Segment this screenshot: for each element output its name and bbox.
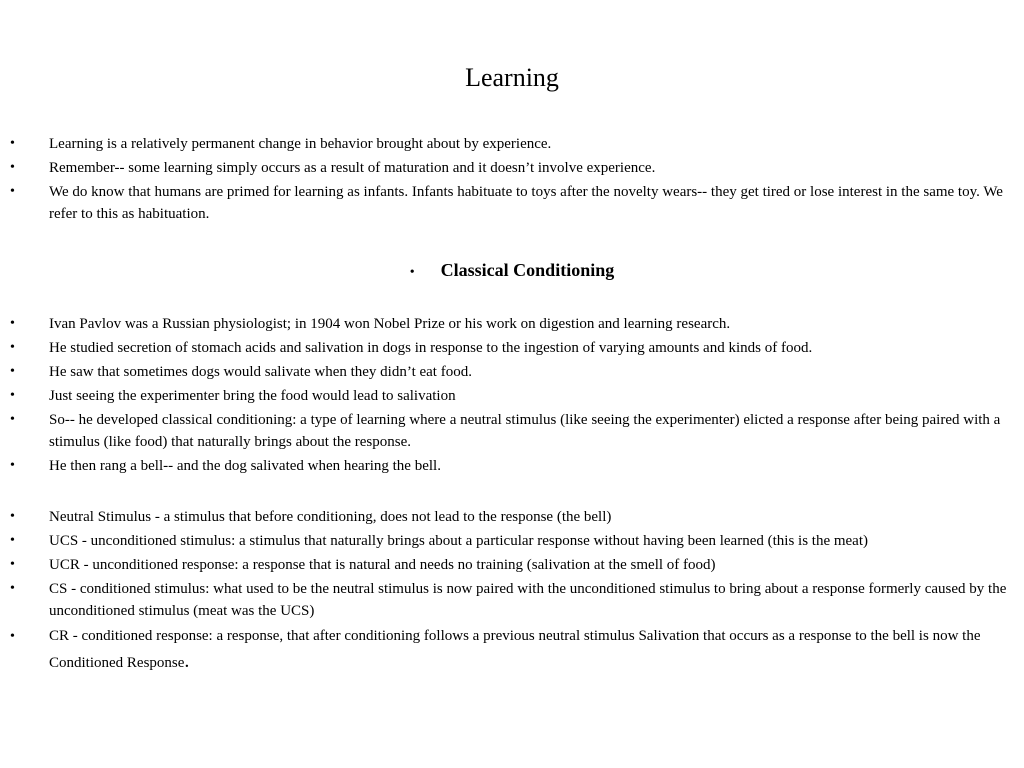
list-item: [0, 361, 1024, 383]
list-item-text: Remember-- some learning simply occurs as a result of maturation and it doesn’t involve experience.: [49, 160, 656, 176]
bullet-icon: •: [10, 629, 15, 644]
list-item-text: He studied secretion of stomach acids and salivation in dogs in response to the ingestion of varying amounts and kinds of food.: [49, 340, 813, 356]
bullet-icon: •: [10, 557, 15, 572]
list-item: [0, 181, 1024, 225]
bullet-icon: •: [409, 265, 415, 280]
bullet-icon: •: [10, 509, 15, 524]
bullet-icon: •: [10, 458, 15, 473]
bullet-icon: •: [10, 364, 15, 379]
list-item: [0, 554, 1024, 576]
bullet-icon: •: [10, 533, 15, 548]
list-item: [0, 385, 1024, 407]
bullet-icon: •: [10, 412, 15, 427]
bullet-icon: •: [10, 184, 15, 199]
list-item: [0, 506, 1024, 528]
pavlov-list: [0, 313, 1024, 479]
list-item-text: UCR - unconditioned response: a response that is natural and needs no training (salivation at the smell of food): [49, 557, 716, 573]
list-item: [0, 409, 1024, 453]
list-item-text: UCS - unconditioned stimulus: a stimulus that naturally brings about a particular response without having been learned (this is the meat): [49, 533, 869, 549]
bullet-icon: •: [10, 316, 15, 331]
bullet-icon: •: [10, 160, 15, 175]
list-item-text: Ivan Pavlov was a Russian physiologist; in 1904 won Nobel Prize or his work on digestion and learning research.: [49, 316, 731, 332]
list-item: [0, 455, 1024, 477]
bullet-icon: •: [10, 136, 15, 151]
list-item-text: Learning is a relatively permanent change in behavior brought about by experience.: [49, 136, 552, 152]
list-item-text: He saw that sometimes dogs would salivate when they didn’t eat food.: [49, 364, 472, 380]
section-heading: [0, 258, 1024, 285]
bullet-icon: •: [10, 581, 15, 596]
intro-list: [0, 133, 1024, 227]
list-item: [0, 578, 1024, 622]
list-item: [0, 313, 1024, 335]
list-item-text: CS - conditioned stimulus: what used to be the neutral stimulus is now paired with the unconditioned stimulus to bring about a response formerly caused by the unconditioned stimulus (meat was the UCS): [49, 581, 1007, 619]
list-item-text: Just seeing the experimenter bring the food would lead to salivation: [49, 388, 456, 404]
list-item-text: Neutral Stimulus - a stimulus that before conditioning, does not lead to the response (the bell): [49, 509, 612, 525]
list-item: [0, 157, 1024, 179]
section-heading-text: Classical Conditioning: [440, 260, 615, 280]
bullet-icon: •: [10, 340, 15, 355]
page-title: Learning: [465, 63, 559, 92]
list-item-text-body: CR - conditioned response: a response, that after conditioning follows a previous neutral stimulus Salivation that occurs as a response to the bell is now the Conditioned Response: [49, 628, 981, 671]
list-item: [0, 624, 1024, 676]
list-item-text: So-- he developed classical conditioning: a type of learning where a neutral stimulus (like seeing the experimenter) elicted a response after being paired with a stimulus (like food) that naturally brings about the response.: [49, 412, 1001, 450]
list-item: [0, 133, 1024, 155]
definitions-list: [0, 506, 1024, 678]
list-item: [0, 530, 1024, 552]
list-item-text: He then rang a bell-- and the dog salivated when hearing the bell.: [49, 458, 441, 474]
bullet-icon: •: [10, 388, 15, 403]
list-item: [0, 337, 1024, 359]
list-item-text: We do know that humans are primed for learning as infants. Infants habituate to toys after the novelty wears-- they get tired or lose interest in the same toy. We refer to this as habituation.: [49, 184, 1003, 222]
final-period: .: [184, 650, 190, 672]
list-item-text: [49, 624, 1012, 676]
